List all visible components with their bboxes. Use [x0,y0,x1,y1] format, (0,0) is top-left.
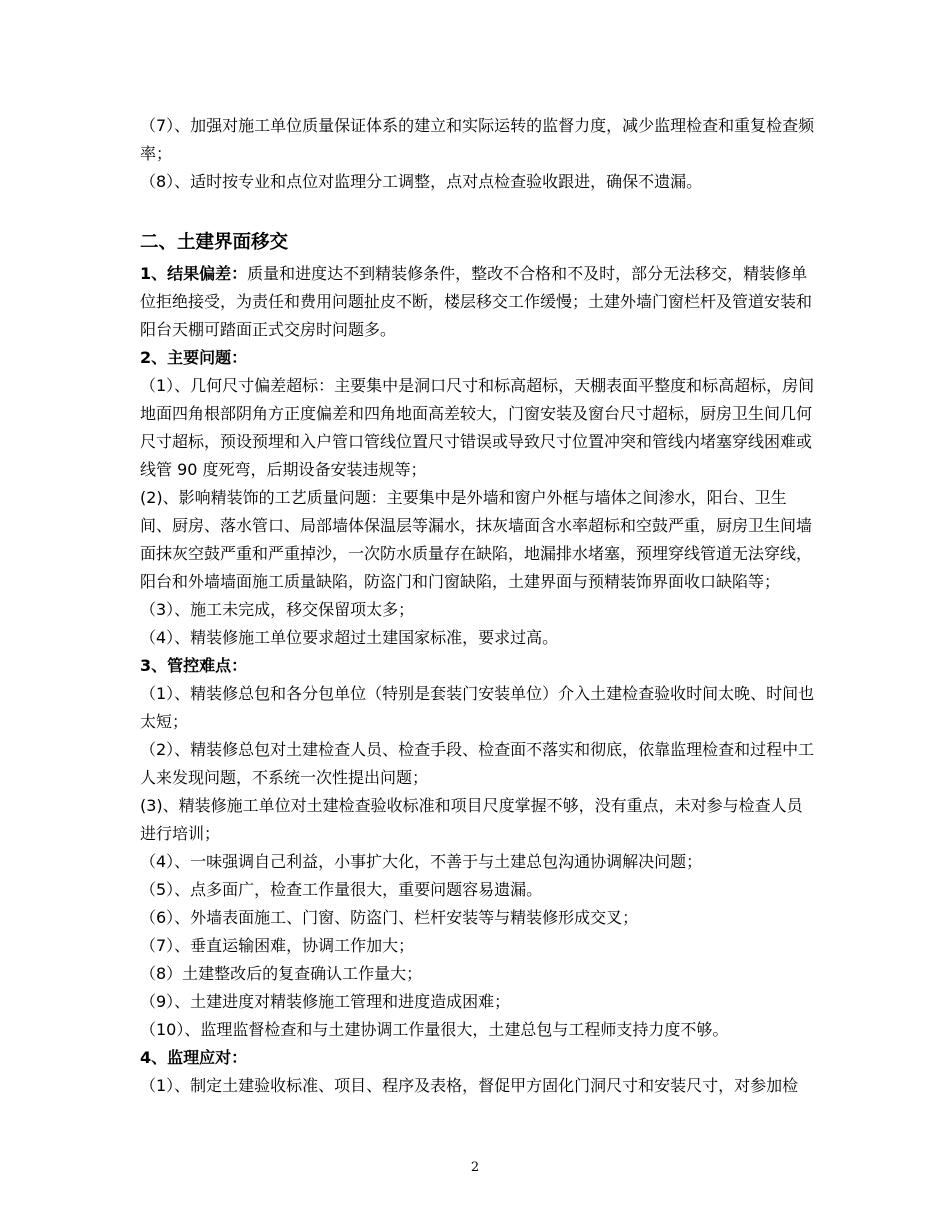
document-body [140,112,815,1100]
difficulty-item: （2）、精装修总包对土建检查人员、检查手段、检查面不落实和彻底，依靠监理检查和过程中工人来发现问题，不系统一次性提出问题； [140,740,815,787]
difficulty-item: （4）、一味强调自己利益，小事扩大化，不善于与土建总包沟通协调解决问题； [140,852,703,871]
difficulty-item: （7）、垂直运输困难，协调工作加大； [140,936,415,955]
result-paragraph [140,260,815,344]
difficulty-item: （10）、监理监督检查和与土建协调工作量很大，土建总包与工程师支持力度不够。 [140,1020,729,1039]
difficulty-item: (3)、精装修施工单位对土建检查验收标准和项目尺度掌握不够，没有重点，未对参与检查人员进行培训； [140,796,803,843]
difficulties-label: 3、管控难点： [140,656,248,675]
main-issue-item: （1）、几何尺寸偏差超标：主要集中是洞口尺寸和标高超标，天棚表面平整度和标高超标，房间地面四角根部阴角方正度偏差和四角地面高差较大，门窗安装及窗台尺寸超标，厨房卫生间几何尺寸超标，预设预埋和入户管口管线位置尺寸错误或导致尺寸位置冲突和管线内堵塞穿线困难或线管 90 度死弯，后期设备安装违规等； [140,376,815,479]
result-label: 1、结果偏差： [140,264,248,283]
response-label: 4、监理应对： [140,1048,248,1067]
difficulty-item: （5）、点多面广，检查工作量很大，重要问题容易遗漏。 [140,880,543,899]
main-issue-item: （4）、精装修施工单位要求超过土建国家标准，要求过高。 [140,628,559,647]
difficulty-item: （8）土建整改后的复查确认工作量大； [140,964,423,983]
difficulty-item: （9）、土建进度对精装修施工管理和进度造成困难； [140,992,511,1011]
intro-item-8: （8）、适时按专业和点位对监理分工调整，点对点检查验收跟进，确保不遗漏。 [140,172,703,191]
page-number: 2 [470,1160,480,1175]
spacer [140,196,815,224]
section-heading: 二、土建界面移交 [140,232,289,253]
response-item: （1）、制定土建验收标准、项目、程序及表格，督促甲方固化门洞尺寸和安装尺寸，对参加检 [140,1076,799,1095]
result-text: 质量和进度达不到精装修条件，整改不合格和不及时，部分无法移交，精装修单位拒绝接受，为责任和费用问题扯皮不断，楼层移交工作缓慢；土建外墙门窗栏杆及管道安装和阳台天棚可踏面正式交房时问题多。 [140,264,813,339]
main-issues-label: 2、主要问题： [140,348,248,367]
main-issue-item: （3）、施工未完成，移交保留项太多； [140,600,415,619]
difficulty-item: （6）、外墙表面施工、门窗、防盗门、栏杆安装等与精装修形成交叉； [140,908,639,927]
main-issue-item: (2)、影响精装饰的工艺质量问题：主要集中是外墙和窗户外框与墙体之间渗水，阳台、卫生间、厨房、落水管口、局部墙体保温层等漏水，抹灰墙面含水率超标和空鼓严重，厨房卫生间墙面抹灰空鼓严重和严重掉沙，一次防水质量存在缺陷，地漏排水堵塞，预埋穿线管道无法穿线，阳台和外墙墙面施工质量缺陷，防盗门和门窗缺陷，土建界面与预精装饰界面收口缺陷等； [140,488,813,591]
intro-item-7: （7）、加强对施工单位质量保证体系的建立和实际运转的监督力度，减少监理检查和重复检查频率； [140,116,815,163]
difficulty-item: （1）、精装修总包和各分包单位（特别是套装门安装单位）介入土建检查验收时间太晚、时间也太短； [140,684,815,731]
